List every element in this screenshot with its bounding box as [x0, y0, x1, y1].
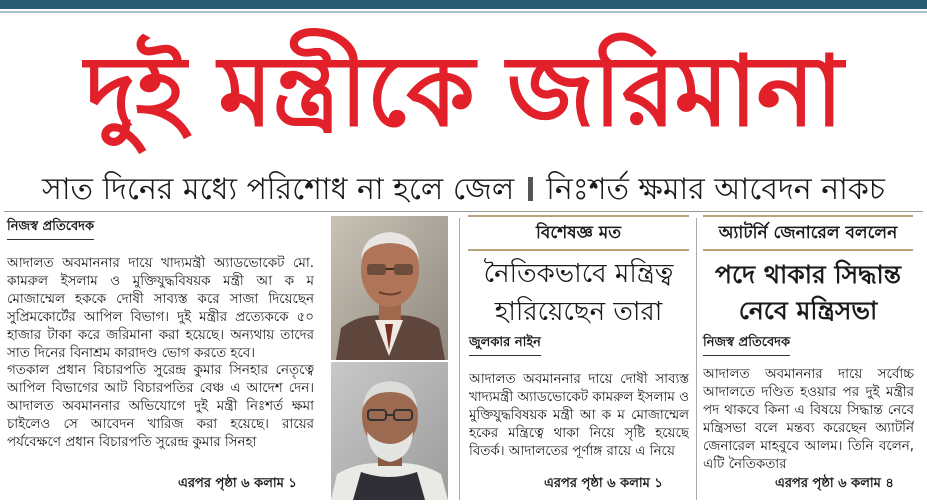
- column-divider: [459, 218, 460, 500]
- expert-kicker: বিশেষজ্ঞ মত: [468, 215, 689, 251]
- page-headline: দুই মন্ত্রীকে জরিমানা: [84, 35, 843, 149]
- portrait-image: [331, 216, 448, 360]
- expert-byline: জুলকার নাইন: [469, 333, 541, 356]
- attorney-byline: নিজস্ব প্রতিবেদক: [703, 333, 790, 356]
- main-story-continued[interactable]: এরপর পৃষ্ঠা ৬ কলাম ১: [178, 476, 297, 491]
- attorney-body: আদালত অবমাননার দায়ে সর্বোচ্চ আদালতে দণ্ডিত হওয়ার পর দুই মন্ত্রীর পদ থাকবে কিনা এ বিষয়ে সিদ্ধান্ত নেবে মন্ত্রিসভা বলে মন্তব্য করেছেন অ্যাটর্নি জেনারেল মাহবুবে আলম। তিনি বলেন, এটি নৈতিকতার: [703, 367, 914, 472]
- main-story-body: [7, 255, 314, 471]
- section-rule: [4, 211, 923, 212]
- main-story-paragraph: গতকাল প্রধান বিচারপতি সুরেন্দ্র কুমার সিনহার নেতৃত্বে আপিল বিভাগের আট বিচারপতির বেঞ্চ এ আদেশ দেন। আদালত অবমাননার অভিযোগে দুই মন্ত্রী নিঃশর্ত ক্ষমা চাইলেও সে আবেদন খারিজ করা হয়েছে। রায়ের পর্যবেক্ষণে প্রধান বিচারপতি সুরেন্দ্র কুমার সিনহা: [7, 363, 314, 451]
- portrait-image: [331, 362, 448, 500]
- main-story-byline: নিজস্ব প্রতিবেদক: [7, 217, 94, 240]
- separator-bar: [528, 177, 533, 201]
- masthead-rule: [0, 11, 927, 13]
- expert-headline-line[interactable]: নৈতিকভাবে মন্ত্রিত্ব: [483, 259, 674, 289]
- main-story-paragraph: আদালত অবমাননার দায়ে খাদ্যমন্ত্রী অ্যাডভোকেট মো. কামরুল ইসলাম ও মুক্তিযুদ্ধবিষয়ক মন্ত্রী আ ক ম মোজাম্মেল হককে দোষী সাব্যস্ত করে সাজা দিয়েছেন সুপ্রিমকোর্টের আপিল বিভাগ। দুই মন্ত্রীর প্রত্যেককে ৫০ হাজার টাকা করে জরিমানা করা হয়েছে। অন্যথায় তাদের সাত দিনের বিনাশ্রম কারাদণ্ড ভোগ করতে হবে।: [7, 256, 314, 361]
- minister-photo-1: [331, 216, 448, 360]
- subheadline-right: নিঃশর্ত ক্ষমার আবেদন নাকচ: [546, 172, 885, 207]
- attorney-headline-line[interactable]: নেবে মন্ত্রিসভা: [738, 296, 878, 325]
- attorney-kicker: অ্যাটর্নি জেনারেল বললেন: [703, 215, 913, 251]
- attorney-headline-line[interactable]: পদে থাকার সিদ্ধান্ত: [715, 260, 901, 289]
- expert-headline-line[interactable]: হারিয়েছেন তারা: [494, 297, 663, 327]
- subheadline-left: সাত দিনের মধ্যে পরিশোধ না হলে জেল: [42, 172, 515, 207]
- subheadline: [0, 170, 927, 210]
- column-divider: [696, 218, 697, 500]
- expert-continued[interactable]: এরপর পৃষ্ঠা ৬ কলাম ১: [544, 476, 663, 491]
- masthead-bar: [0, 0, 927, 9]
- attorney-continued[interactable]: এরপর পৃষ্ঠা ৬ কলাম ৪: [775, 476, 894, 491]
- expert-body: আদালত অবমাননার দায়ে দোষী সাব্যস্ত খাদ্যমন্ত্রী অ্যাডভোকেট কামরুল ইসলাম ও মুক্তিযুদ্ধবিষয়ক মন্ত্রী আ ক ম মোজাম্মেল হকের মন্ত্রিত্বে থাকা নিয়ে সৃষ্টি হয়েছে বিতর্ক। আদালতের পূর্ণাঙ্গ রায়ে এ নিয়ে: [469, 372, 689, 459]
- minister-photo-2: [331, 362, 448, 500]
